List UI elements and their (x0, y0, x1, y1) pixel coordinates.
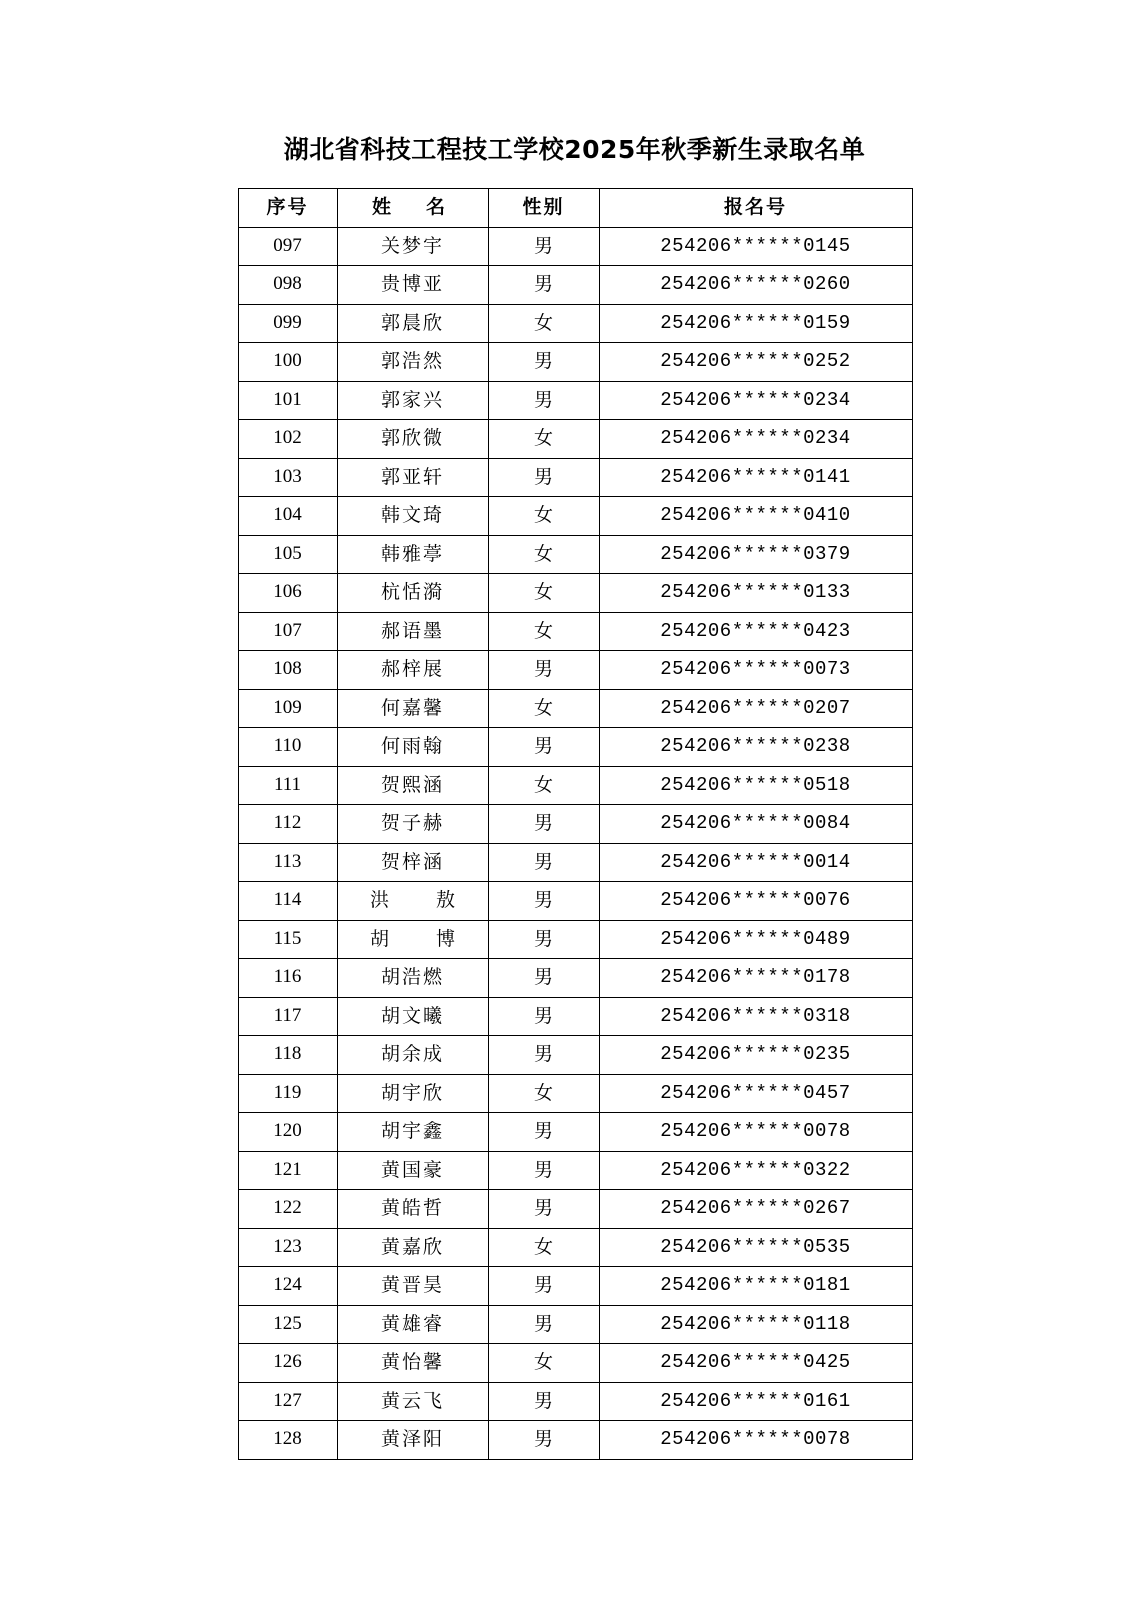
cell-registration-number: 254206******0235 (599, 1036, 912, 1075)
cell-registration-number: 254206******0207 (599, 689, 912, 728)
table-row (238, 1036, 912, 1075)
cell-name: 郭欣微 (337, 420, 488, 459)
cell-gender: 男 (488, 997, 599, 1036)
cell-gender: 男 (488, 959, 599, 998)
table-row (238, 1074, 912, 1113)
table-row (238, 997, 912, 1036)
cell-registration-number: 254206******0076 (599, 882, 912, 921)
cell-registration-number: 254206******0322 (599, 1151, 912, 1190)
cell-sequence: 098 (238, 266, 337, 305)
cell-name: 何雨翰 (337, 728, 488, 767)
table-row (238, 381, 912, 420)
cell-gender: 男 (488, 458, 599, 497)
cell-sequence: 119 (238, 1074, 337, 1113)
cell-registration-number: 254206******0260 (599, 266, 912, 305)
cell-sequence: 111 (238, 766, 337, 805)
table-row (238, 1382, 912, 1421)
cell-name: 胡浩燃 (337, 959, 488, 998)
table-row (238, 304, 912, 343)
cell-sequence: 123 (238, 1228, 337, 1267)
table-row (238, 535, 912, 574)
table-row (238, 920, 912, 959)
cell-name: 黄晋昊 (337, 1267, 488, 1306)
cell-name: 黄泽阳 (337, 1421, 488, 1460)
cell-sequence: 107 (238, 612, 337, 651)
table-row (238, 1190, 912, 1229)
cell-sequence: 104 (238, 497, 337, 536)
cell-name: 胡宇欣 (337, 1074, 488, 1113)
cell-sequence: 116 (238, 959, 337, 998)
table-row (238, 1113, 912, 1152)
cell-registration-number: 254206******0425 (599, 1344, 912, 1383)
cell-registration-number: 254206******0159 (599, 304, 912, 343)
cell-name: 何嘉馨 (337, 689, 488, 728)
cell-gender: 男 (488, 1113, 599, 1152)
cell-name: 韩文琦 (337, 497, 488, 536)
cell-name: 贺熙涵 (337, 766, 488, 805)
cell-name: 黄雄睿 (337, 1305, 488, 1344)
cell-sequence: 106 (238, 574, 337, 613)
cell-registration-number: 254206******0410 (599, 497, 912, 536)
cell-sequence: 102 (238, 420, 337, 459)
cell-registration-number: 254206******0161 (599, 1382, 912, 1421)
table-row (238, 1344, 912, 1383)
cell-gender: 女 (488, 574, 599, 613)
column-header-sequence: 序号 (238, 189, 337, 228)
table-row (238, 420, 912, 459)
cell-sequence: 126 (238, 1344, 337, 1383)
cell-name: 胡宇鑫 (337, 1113, 488, 1152)
table-header-row (238, 189, 912, 228)
cell-registration-number: 254206******0133 (599, 574, 912, 613)
table-row (238, 766, 912, 805)
table-header (238, 189, 912, 228)
cell-name: 杭恬漪 (337, 574, 488, 613)
cell-registration-number: 254206******0141 (599, 458, 912, 497)
cell-gender: 男 (488, 651, 599, 690)
cell-gender: 女 (488, 766, 599, 805)
cell-gender: 女 (488, 689, 599, 728)
cell-sequence: 103 (238, 458, 337, 497)
cell-name: 黄皓哲 (337, 1190, 488, 1229)
cell-name: 黄云飞 (337, 1382, 488, 1421)
column-header-gender: 性别 (488, 189, 599, 228)
cell-registration-number: 254206******0078 (599, 1113, 912, 1152)
table-row (238, 843, 912, 882)
cell-name: 郝语墨 (337, 612, 488, 651)
cell-gender: 男 (488, 227, 599, 266)
cell-sequence: 113 (238, 843, 337, 882)
cell-sequence: 105 (238, 535, 337, 574)
table-row (238, 1305, 912, 1344)
cell-registration-number: 254206******0238 (599, 728, 912, 767)
table-row (238, 882, 912, 921)
cell-sequence: 127 (238, 1382, 337, 1421)
cell-name: 洪 敖 (337, 882, 488, 921)
cell-gender: 男 (488, 728, 599, 767)
cell-name: 郭亚轩 (337, 458, 488, 497)
cell-gender: 男 (488, 882, 599, 921)
table-row (238, 689, 912, 728)
cell-registration-number: 254206******0014 (599, 843, 912, 882)
cell-registration-number: 254206******0535 (599, 1228, 912, 1267)
cell-registration-number: 254206******0379 (599, 535, 912, 574)
cell-sequence: 097 (238, 227, 337, 266)
table-row (238, 959, 912, 998)
cell-name: 黄国豪 (337, 1151, 488, 1190)
cell-gender: 男 (488, 381, 599, 420)
cell-gender: 男 (488, 843, 599, 882)
cell-registration-number: 254206******0181 (599, 1267, 912, 1306)
cell-name: 胡 博 (337, 920, 488, 959)
cell-gender: 男 (488, 1421, 599, 1460)
cell-registration-number: 254206******0145 (599, 227, 912, 266)
cell-registration-number: 254206******0489 (599, 920, 912, 959)
cell-name: 黄嘉欣 (337, 1228, 488, 1267)
cell-sequence: 124 (238, 1267, 337, 1306)
cell-registration-number: 254206******0252 (599, 343, 912, 382)
cell-registration-number: 254206******0073 (599, 651, 912, 690)
cell-gender: 男 (488, 1305, 599, 1344)
cell-registration-number: 254206******0078 (599, 1421, 912, 1460)
cell-gender: 男 (488, 920, 599, 959)
cell-name: 韩雅葶 (337, 535, 488, 574)
table-row (238, 227, 912, 266)
cell-registration-number: 254206******0234 (599, 381, 912, 420)
cell-sequence: 120 (238, 1113, 337, 1152)
cell-gender: 女 (488, 535, 599, 574)
cell-name: 贺子赫 (337, 805, 488, 844)
cell-sequence: 125 (238, 1305, 337, 1344)
cell-gender: 女 (488, 1344, 599, 1383)
cell-sequence: 122 (238, 1190, 337, 1229)
table-row (238, 1421, 912, 1460)
cell-registration-number: 254206******0267 (599, 1190, 912, 1229)
cell-registration-number: 254206******0457 (599, 1074, 912, 1113)
cell-sequence: 115 (238, 920, 337, 959)
cell-registration-number: 254206******0318 (599, 997, 912, 1036)
roster-table (238, 188, 913, 1460)
table-row (238, 574, 912, 613)
cell-registration-number: 254206******0423 (599, 612, 912, 651)
cell-registration-number: 254206******0084 (599, 805, 912, 844)
cell-gender: 女 (488, 1228, 599, 1267)
cell-name: 贵博亚 (337, 266, 488, 305)
cell-sequence: 112 (238, 805, 337, 844)
cell-gender: 女 (488, 612, 599, 651)
cell-sequence: 099 (238, 304, 337, 343)
cell-name: 胡文曦 (337, 997, 488, 1036)
table-row (238, 458, 912, 497)
column-header-name: 姓 名 (337, 189, 488, 228)
table-row (238, 612, 912, 651)
roster-table-container (224, 188, 908, 1460)
cell-sequence: 108 (238, 651, 337, 690)
cell-registration-number: 254206******0178 (599, 959, 912, 998)
cell-name: 贺梓涵 (337, 843, 488, 882)
cell-gender: 男 (488, 343, 599, 382)
cell-name: 胡余成 (337, 1036, 488, 1075)
cell-gender: 男 (488, 1151, 599, 1190)
cell-name: 郝梓展 (337, 651, 488, 690)
cell-registration-number: 254206******0518 (599, 766, 912, 805)
cell-gender: 女 (488, 304, 599, 343)
column-header-registration-number: 报名号 (599, 189, 912, 228)
cell-sequence: 118 (238, 1036, 337, 1075)
table-row (238, 1151, 912, 1190)
table-row (238, 1267, 912, 1306)
cell-sequence: 109 (238, 689, 337, 728)
cell-gender: 女 (488, 497, 599, 536)
table-row (238, 728, 912, 767)
table-row (238, 266, 912, 305)
cell-name: 郭浩然 (337, 343, 488, 382)
cell-name: 黄怡馨 (337, 1344, 488, 1383)
cell-gender: 男 (488, 1382, 599, 1421)
table-row (238, 497, 912, 536)
cell-registration-number: 254206******0234 (599, 420, 912, 459)
cell-gender: 男 (488, 805, 599, 844)
cell-gender: 男 (488, 1036, 599, 1075)
page-title: 湖北省科技工程技工学校2025年秋季新生录取名单 (283, 135, 866, 164)
cell-gender: 女 (488, 420, 599, 459)
cell-name: 关梦宇 (337, 227, 488, 266)
cell-registration-number: 254206******0118 (599, 1305, 912, 1344)
cell-sequence: 100 (238, 343, 337, 382)
table-row (238, 805, 912, 844)
table-row (238, 1228, 912, 1267)
cell-gender: 男 (488, 1190, 599, 1229)
cell-gender: 女 (488, 1074, 599, 1113)
cell-sequence: 110 (238, 728, 337, 767)
cell-sequence: 114 (238, 882, 337, 921)
cell-sequence: 117 (238, 997, 337, 1036)
cell-sequence: 128 (238, 1421, 337, 1460)
cell-sequence: 101 (238, 381, 337, 420)
cell-sequence: 121 (238, 1151, 337, 1190)
table-row (238, 343, 912, 382)
table-row (238, 651, 912, 690)
cell-name: 郭晨欣 (337, 304, 488, 343)
cell-name: 郭家兴 (337, 381, 488, 420)
cell-gender: 男 (488, 266, 599, 305)
cell-gender: 男 (488, 1267, 599, 1306)
table-body (238, 227, 912, 1459)
